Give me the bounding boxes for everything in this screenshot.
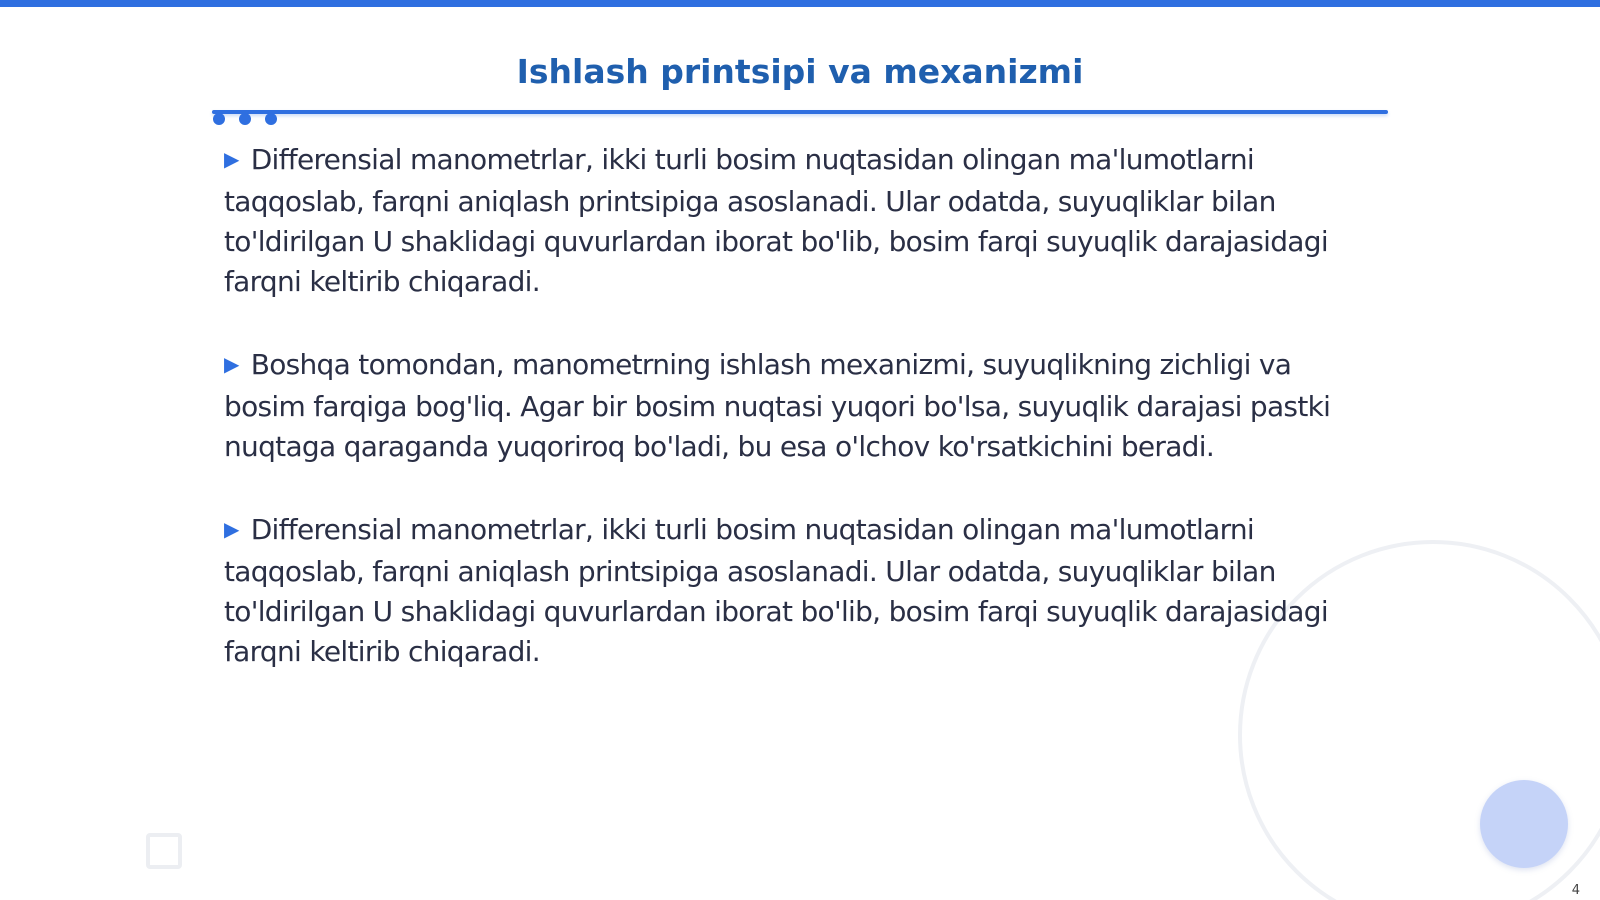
top-accent-bar (0, 0, 1600, 7)
bullet-text: Differensial manometrlar, ikki turli bosim nuqtasidan olingan ma'lumotlarni taqqoslab, farqni aniqlash printsipiga asoslanadi. Ular odatda, suyuqliklar bilan to'ldirilgan U shaklidagi quvurlardan iborat bo'lib, bosim farqi suyuqlik darajasidagi farqni keltirib chiqaradi. (224, 143, 1328, 298)
slide-title: Ishlash printsipi va mexanizmi (516, 52, 1084, 91)
triangle-bullet-icon: ▶ (224, 517, 239, 541)
title-underline (212, 110, 1388, 114)
bullet-item (224, 510, 1364, 672)
decor-dot (213, 113, 225, 125)
decor-dot (265, 113, 277, 125)
bullet-list (224, 140, 1364, 715)
bullet-text: Differensial manometrlar, ikki turli bosim nuqtasidan olingan ma'lumotlarni taqqoslab, farqni aniqlash printsipiga asoslanadi. Ular odatda, suyuqliklar bilan to'ldirilgan U shaklidagi quvurlardan iborat bo'lib, bosim farqi suyuqlik darajasidagi farqni keltirib chiqaradi. (224, 513, 1328, 668)
bullet-text: Boshqa tomondan, manometrning ishlash mexanizmi, suyuqlikning zichligi va bosim farqiga bog'liq. Agar bir bosim nuqtasi yuqori bo'lsa, suyuqlik darajasi pastki nuqtaga qaraganda yuqoriroq bo'ladi, bu esa o'lchov ko'rsatkichini beradi. (224, 348, 1331, 463)
page-number: 4 (1571, 883, 1580, 898)
triangle-bullet-icon: ▶ (224, 147, 239, 171)
decor-dot (239, 113, 251, 125)
bullet-item (224, 140, 1364, 302)
triangle-bullet-icon: ▶ (224, 352, 239, 376)
bullet-item (224, 345, 1364, 467)
decor-square (146, 833, 182, 869)
decor-circle (1480, 780, 1568, 868)
